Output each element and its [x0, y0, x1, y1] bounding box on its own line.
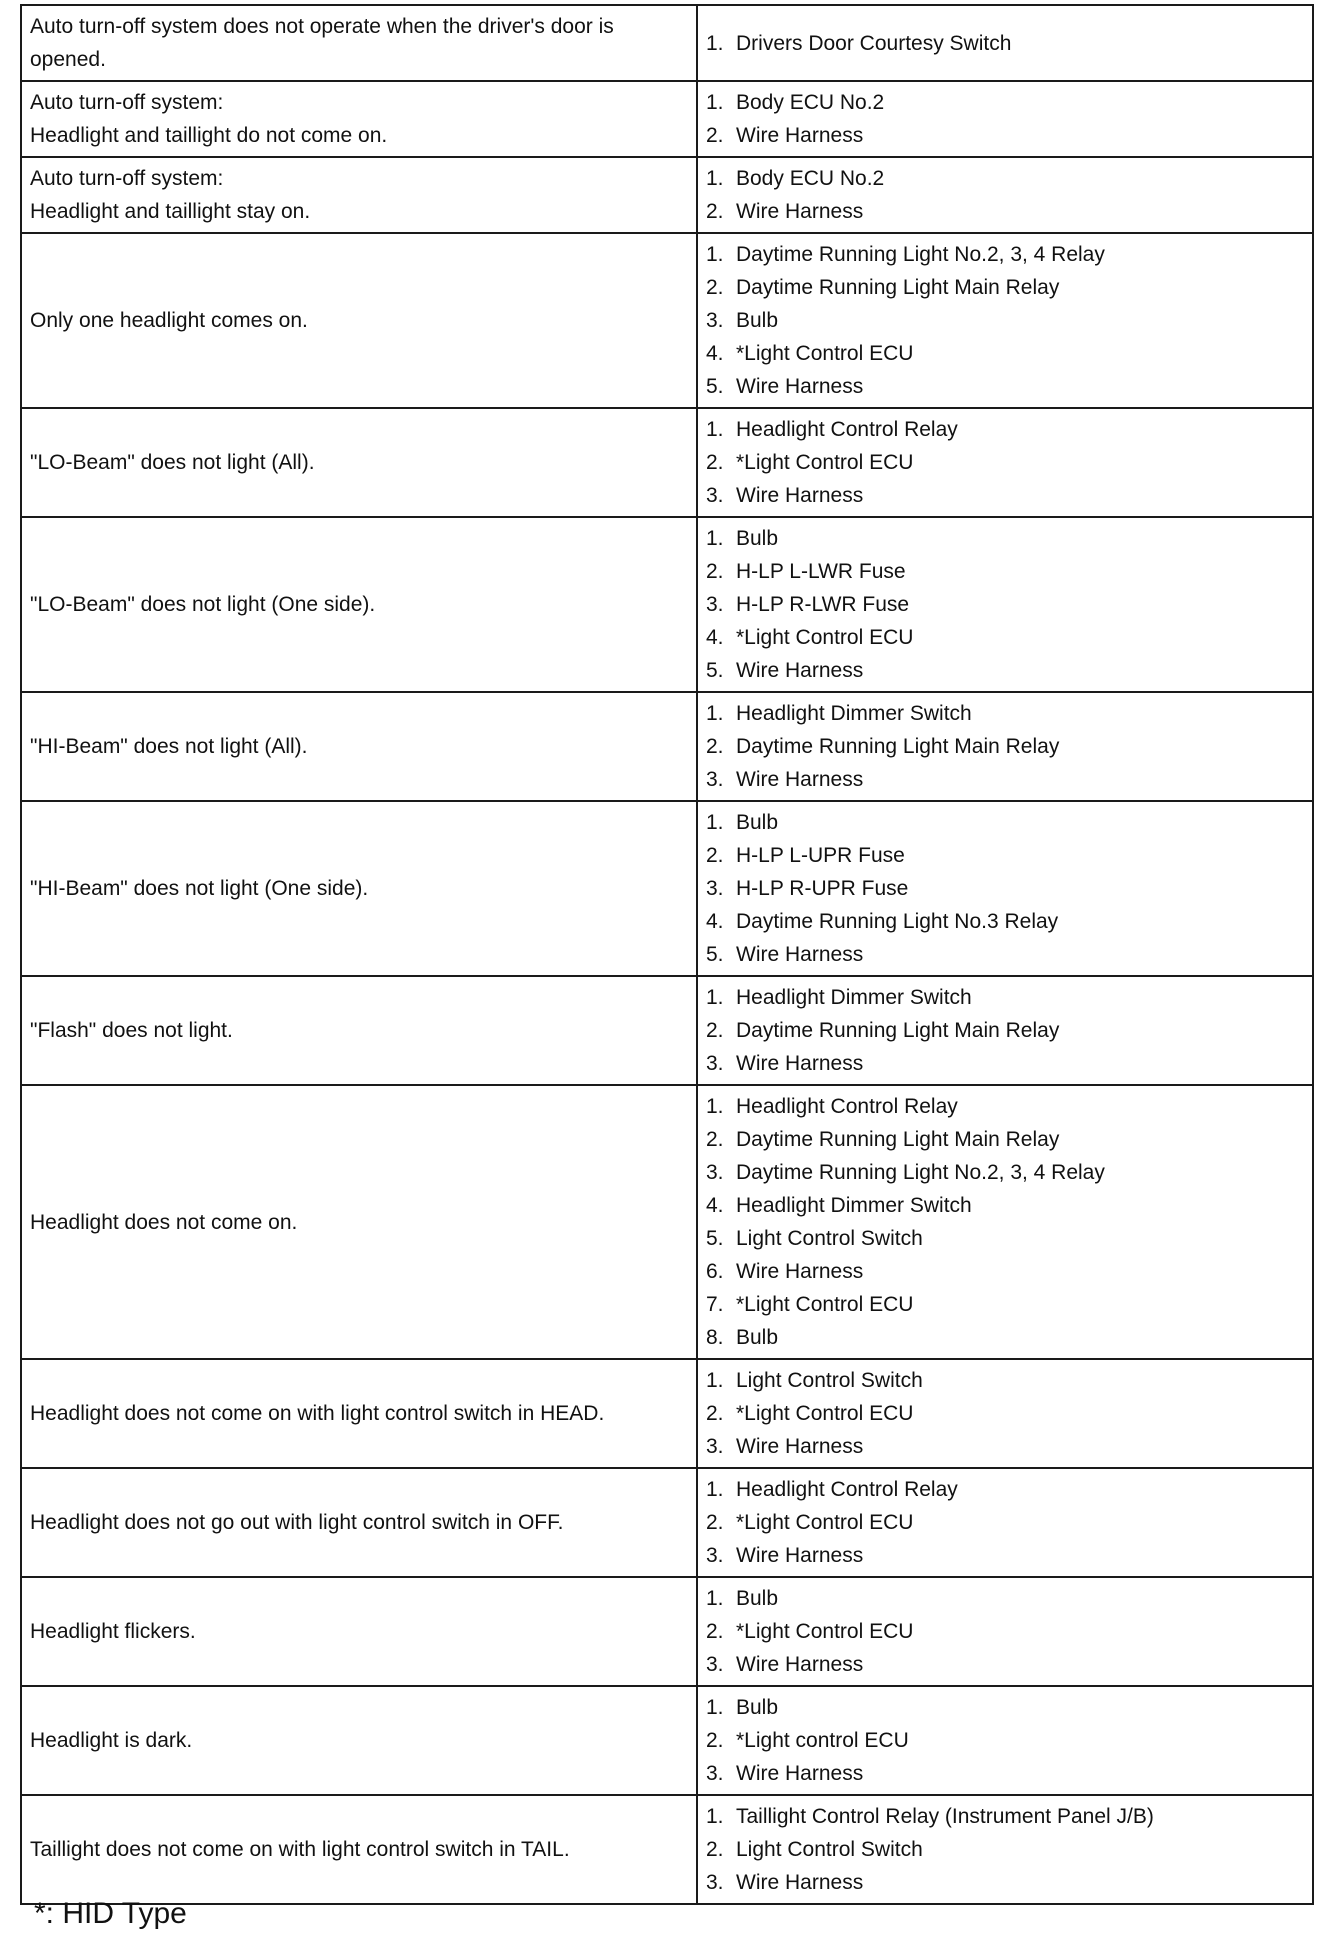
suspect-area-item: [706, 1582, 1302, 1615]
item-text: Headlight Dimmer Switch: [736, 702, 972, 725]
item-text: Wire Harness: [736, 1260, 864, 1283]
suspect-area-list: [706, 413, 1302, 512]
item-number: 2.: [706, 200, 724, 223]
item-number: 2.: [706, 1620, 724, 1643]
symptom-cell: [21, 517, 697, 692]
table-body: [21, 5, 1313, 1904]
suspect-area-cell: [697, 1686, 1313, 1795]
item-text: Headlight Control Relay: [736, 418, 958, 441]
item-text: Drivers Door Courtesy Switch: [736, 31, 1012, 55]
table-row: [21, 692, 1313, 801]
suspect-area-item: [706, 905, 1302, 938]
item-number: 1.: [706, 1369, 724, 1392]
item-number: 3.: [706, 484, 724, 507]
suspect-area-item: [706, 337, 1302, 370]
suspect-area-list: [706, 1691, 1302, 1790]
item-number: 3.: [706, 877, 724, 900]
symptom-cell: [21, 1085, 697, 1359]
table-row: [21, 5, 1313, 81]
table-row: [21, 801, 1313, 976]
suspect-area-item: [706, 1397, 1302, 1430]
symptom-text: "LO-Beam" does not light (All).: [30, 451, 315, 474]
item-text: *Light Control ECU: [736, 1402, 914, 1425]
item-text: Light Control Switch: [736, 1369, 923, 1392]
suspect-area-cell: [697, 517, 1313, 692]
item-number: 2.: [706, 124, 724, 147]
item-number: 1.: [706, 702, 724, 725]
suspect-area-cell: [697, 1795, 1313, 1904]
item-text: *Light Control ECU: [736, 626, 914, 649]
suspect-area-item: [706, 1473, 1302, 1506]
suspect-area-list: [706, 1800, 1302, 1899]
suspect-area-list: [706, 1364, 1302, 1463]
suspect-area-item: [706, 1189, 1302, 1222]
item-number: 1.: [706, 1095, 724, 1118]
suspect-area-item: [706, 1539, 1302, 1572]
item-text: *Light Control ECU: [736, 1620, 914, 1643]
item-text: Wire Harness: [736, 375, 864, 398]
item-number: 1.: [706, 1587, 724, 1610]
suspect-area-item: [706, 621, 1302, 654]
item-text: Headlight Dimmer Switch: [736, 986, 972, 1009]
table-row: [21, 233, 1313, 408]
item-text: Bulb: [736, 309, 779, 332]
table-row: [21, 157, 1313, 233]
item-text: Wire Harness: [736, 1052, 864, 1075]
item-number: 1.: [706, 986, 724, 1009]
symptom-cell: [21, 157, 697, 233]
suspect-area-item: [706, 86, 1302, 119]
item-number: 3.: [706, 1435, 724, 1458]
item-number: 2.: [706, 451, 724, 474]
item-text: *Light control ECU: [736, 1729, 909, 1752]
item-text: Wire Harness: [736, 124, 864, 147]
suspect-area-item: [706, 413, 1302, 446]
symptom-text: Headlight does not come on with light control switch in HEAD.: [30, 1402, 605, 1425]
item-number: 2.: [706, 1511, 724, 1534]
suspect-area-item: [706, 654, 1302, 687]
suspect-area-list: [706, 238, 1302, 403]
symptom-text: "HI-Beam" does not light (All).: [30, 735, 308, 758]
item-text: Daytime Running Light Main Relay: [736, 276, 1060, 299]
item-number: 5.: [706, 943, 724, 966]
suspect-area-cell: [697, 408, 1313, 517]
suspect-area-item: [706, 271, 1302, 304]
item-text: Bulb: [736, 1326, 779, 1349]
suspect-area-item: [706, 1430, 1302, 1463]
suspect-area-cell: [697, 233, 1313, 408]
suspect-area-cell: [697, 1577, 1313, 1686]
table-row: [21, 408, 1313, 517]
suspect-area-item: [706, 697, 1302, 730]
item-number: 1.: [706, 243, 724, 266]
suspect-area-item: [706, 1757, 1302, 1790]
symptom-cell: [21, 976, 697, 1085]
item-number: 3.: [706, 768, 724, 791]
suspect-area-cell: [697, 801, 1313, 976]
suspect-area-item: [706, 938, 1302, 971]
item-number: 8.: [706, 1326, 724, 1349]
item-text: Daytime Running Light No.3 Relay: [736, 910, 1059, 933]
symptom-cell: [21, 692, 697, 801]
troubleshooting-sheet: [20, 4, 1290, 1905]
suspect-area-item: [706, 872, 1302, 905]
item-text: Bulb: [736, 527, 779, 550]
suspect-area-cell: [697, 157, 1313, 233]
item-number: 2.: [706, 1402, 724, 1425]
symptom-cell: [21, 1577, 697, 1686]
symptom-cell: [21, 81, 697, 157]
suspect-area-list: [706, 162, 1302, 228]
table-row: [21, 517, 1313, 692]
suspect-area-item: [706, 806, 1302, 839]
symptom-cell: [21, 801, 697, 976]
item-text: Bulb: [736, 1696, 779, 1719]
suspect-area-item: [706, 1364, 1302, 1397]
item-number: 5.: [706, 375, 724, 398]
symptom-text: Auto turn-off system: Headlight and taillight stay on.: [30, 167, 311, 223]
table-row: [21, 1686, 1313, 1795]
table-row: [21, 976, 1313, 1085]
suspect-area-cell: [697, 976, 1313, 1085]
item-number: 1.: [706, 418, 724, 441]
item-text: Wire Harness: [736, 1871, 864, 1894]
item-text: Body ECU No.2: [736, 91, 885, 114]
suspect-area-list: [706, 1473, 1302, 1572]
item-number: 5.: [706, 1227, 724, 1250]
suspect-area-item: [706, 1800, 1302, 1833]
suspect-area-item: [706, 1724, 1302, 1757]
suspect-area-item: [706, 730, 1302, 763]
item-text: Daytime Running Light Main Relay: [736, 1128, 1060, 1151]
item-number: 1.: [706, 91, 724, 114]
item-text: *Light Control ECU: [736, 451, 914, 474]
item-text: H-LP L-UPR Fuse: [736, 844, 905, 867]
item-text: H-LP R-LWR Fuse: [736, 593, 910, 616]
item-number: 2.: [706, 844, 724, 867]
item-number: 1.: [706, 811, 724, 834]
footnote: *: HID Type: [34, 1897, 187, 1930]
item-number: 2.: [706, 276, 724, 299]
item-text: Taillight Control Relay (Instrument Panel J/B): [736, 1805, 1154, 1828]
item-number: 3.: [706, 1762, 724, 1785]
suspect-area-list: [706, 522, 1302, 687]
item-number: 4.: [706, 1194, 724, 1217]
item-number: 3.: [706, 593, 724, 616]
symptom-cell: [21, 1686, 697, 1795]
table-row: [21, 1085, 1313, 1359]
item-number: 3.: [706, 1871, 724, 1894]
suspect-area-item: [706, 1288, 1302, 1321]
item-number: 4.: [706, 626, 724, 649]
item-text: H-LP R-UPR Fuse: [736, 877, 909, 900]
suspect-area-item: [706, 588, 1302, 621]
item-number: 1.: [706, 527, 724, 550]
item-number: 1.: [706, 1805, 724, 1828]
suspect-area-list: [706, 806, 1302, 971]
suspect-area-cell: [697, 1085, 1313, 1359]
item-number: 7.: [706, 1293, 724, 1316]
item-number: 2.: [706, 1019, 724, 1042]
item-text: Wire Harness: [736, 1762, 864, 1785]
item-text: Wire Harness: [736, 1653, 864, 1676]
symptom-cell: [21, 1359, 697, 1468]
suspect-area-list: [706, 981, 1302, 1080]
symptom-cell: [21, 5, 697, 81]
item-text: Body ECU No.2: [736, 167, 885, 190]
item-number: 2.: [706, 1729, 724, 1752]
table-row: [21, 1795, 1313, 1904]
suspect-area-list: [706, 1090, 1302, 1354]
suspect-area-cell: [697, 81, 1313, 157]
item-number: 2.: [706, 560, 724, 583]
item-number: 4.: [706, 910, 724, 933]
suspect-area-item: [706, 370, 1302, 403]
symptom-cell: [21, 1468, 697, 1577]
suspect-area-item: [706, 119, 1302, 152]
item-text: H-LP L-LWR Fuse: [736, 560, 906, 583]
item-number: 3.: [706, 1161, 724, 1184]
suspect-area-cell: [697, 5, 1313, 81]
suspect-area-item: [706, 763, 1302, 796]
suspect-area-item: [706, 1090, 1302, 1123]
suspect-area-item: [706, 27, 1302, 60]
symptom-text: Headlight does not come on.: [30, 1210, 298, 1234]
suspect-area-item: [706, 1123, 1302, 1156]
suspect-area-item: [706, 1833, 1302, 1866]
suspect-area-item: [706, 195, 1302, 228]
suspect-area-item: [706, 446, 1302, 479]
symptom-text: "Flash" does not light.: [30, 1019, 233, 1042]
item-text: Daytime Running Light Main Relay: [736, 1019, 1060, 1042]
suspect-area-item: [706, 1866, 1302, 1899]
item-text: Wire Harness: [736, 1544, 864, 1567]
suspect-area-item: [706, 1222, 1302, 1255]
symptom-cell: [21, 233, 697, 408]
suspect-area-item: [706, 522, 1302, 555]
symptom-cell: [21, 408, 697, 517]
item-number: 5.: [706, 659, 724, 682]
symptom-cell: [21, 1795, 697, 1904]
item-text: Light Control Switch: [736, 1227, 923, 1250]
item-number: 2.: [706, 1838, 724, 1861]
item-number: 3.: [706, 1052, 724, 1075]
symptom-text: Auto turn-off system: Headlight and taillight do not come on.: [30, 91, 388, 147]
table-row: [21, 1359, 1313, 1468]
suspect-area-item: [706, 162, 1302, 195]
item-text: *Light Control ECU: [736, 1293, 914, 1316]
item-text: Wire Harness: [736, 943, 864, 966]
item-text: Headlight Dimmer Switch: [736, 1194, 972, 1217]
suspect-area-list: [706, 86, 1302, 152]
symptom-text: Auto turn-off system does not operate when the driver's door is opened.: [30, 15, 614, 71]
suspect-area-item: [706, 555, 1302, 588]
symptom-text: Only one headlight comes on.: [30, 309, 308, 332]
item-text: Daytime Running Light No.2, 3, 4 Relay: [736, 243, 1105, 266]
symptom-text: Headlight does not go out with light control switch in OFF.: [30, 1511, 564, 1534]
item-text: Wire Harness: [736, 484, 864, 507]
suspect-area-cell: [697, 692, 1313, 801]
suspect-area-item: [706, 1156, 1302, 1189]
item-text: Wire Harness: [736, 659, 864, 682]
table-row: [21, 1468, 1313, 1577]
symptom-text: "LO-Beam" does not light (One side).: [30, 593, 376, 616]
table-row: [21, 81, 1313, 157]
item-text: Wire Harness: [736, 200, 864, 223]
suspect-area-list: [706, 697, 1302, 796]
suspect-area-item: [706, 839, 1302, 872]
item-text: *Light Control ECU: [736, 1511, 914, 1534]
item-text: Daytime Running Light Main Relay: [736, 735, 1060, 758]
suspect-area-item: [706, 1255, 1302, 1288]
item-text: Headlight Control Relay: [736, 1478, 958, 1501]
suspect-area-item: [706, 1014, 1302, 1047]
item-number: 1.: [706, 167, 724, 190]
suspect-area-item: [706, 1691, 1302, 1724]
suspect-area-item: [706, 1321, 1302, 1354]
suspect-area-list: [706, 1582, 1302, 1681]
symptom-text: Headlight is dark.: [30, 1729, 193, 1752]
item-text: Bulb: [736, 1587, 779, 1610]
suspect-area-item: [706, 479, 1302, 512]
suspect-area-item: [706, 304, 1302, 337]
item-number: 1.: [706, 31, 724, 55]
item-text: Headlight Control Relay: [736, 1095, 958, 1118]
item-number: 3.: [706, 1544, 724, 1567]
item-text: *Light Control ECU: [736, 342, 914, 365]
suspect-area-item: [706, 238, 1302, 271]
suspect-area-item: [706, 1506, 1302, 1539]
item-number: 3.: [706, 309, 724, 332]
suspect-area-list: [706, 27, 1302, 60]
suspect-area-cell: [697, 1468, 1313, 1577]
item-number: 4.: [706, 342, 724, 365]
item-number: 2.: [706, 1128, 724, 1151]
suspect-area-item: [706, 1615, 1302, 1648]
item-text: Wire Harness: [736, 1435, 864, 1458]
suspect-area-cell: [697, 1359, 1313, 1468]
item-number: 3.: [706, 1653, 724, 1676]
item-text: Light Control Switch: [736, 1838, 923, 1861]
problem-symptoms-table: [20, 4, 1314, 1905]
symptom-text: "HI-Beam" does not light (One side).: [30, 877, 369, 900]
suspect-area-item: [706, 1047, 1302, 1080]
item-number: 1.: [706, 1478, 724, 1501]
table-row: [21, 1577, 1313, 1686]
suspect-area-item: [706, 981, 1302, 1014]
item-text: Daytime Running Light No.2, 3, 4 Relay: [736, 1161, 1105, 1184]
suspect-area-item: [706, 1648, 1302, 1681]
item-number: 1.: [706, 1696, 724, 1719]
symptom-text: Headlight flickers.: [30, 1620, 196, 1643]
item-text: Wire Harness: [736, 768, 864, 791]
item-number: 2.: [706, 735, 724, 758]
item-number: 6.: [706, 1260, 724, 1283]
symptom-text: Taillight does not come on with light control switch in TAIL.: [30, 1838, 570, 1861]
item-text: Bulb: [736, 811, 779, 834]
